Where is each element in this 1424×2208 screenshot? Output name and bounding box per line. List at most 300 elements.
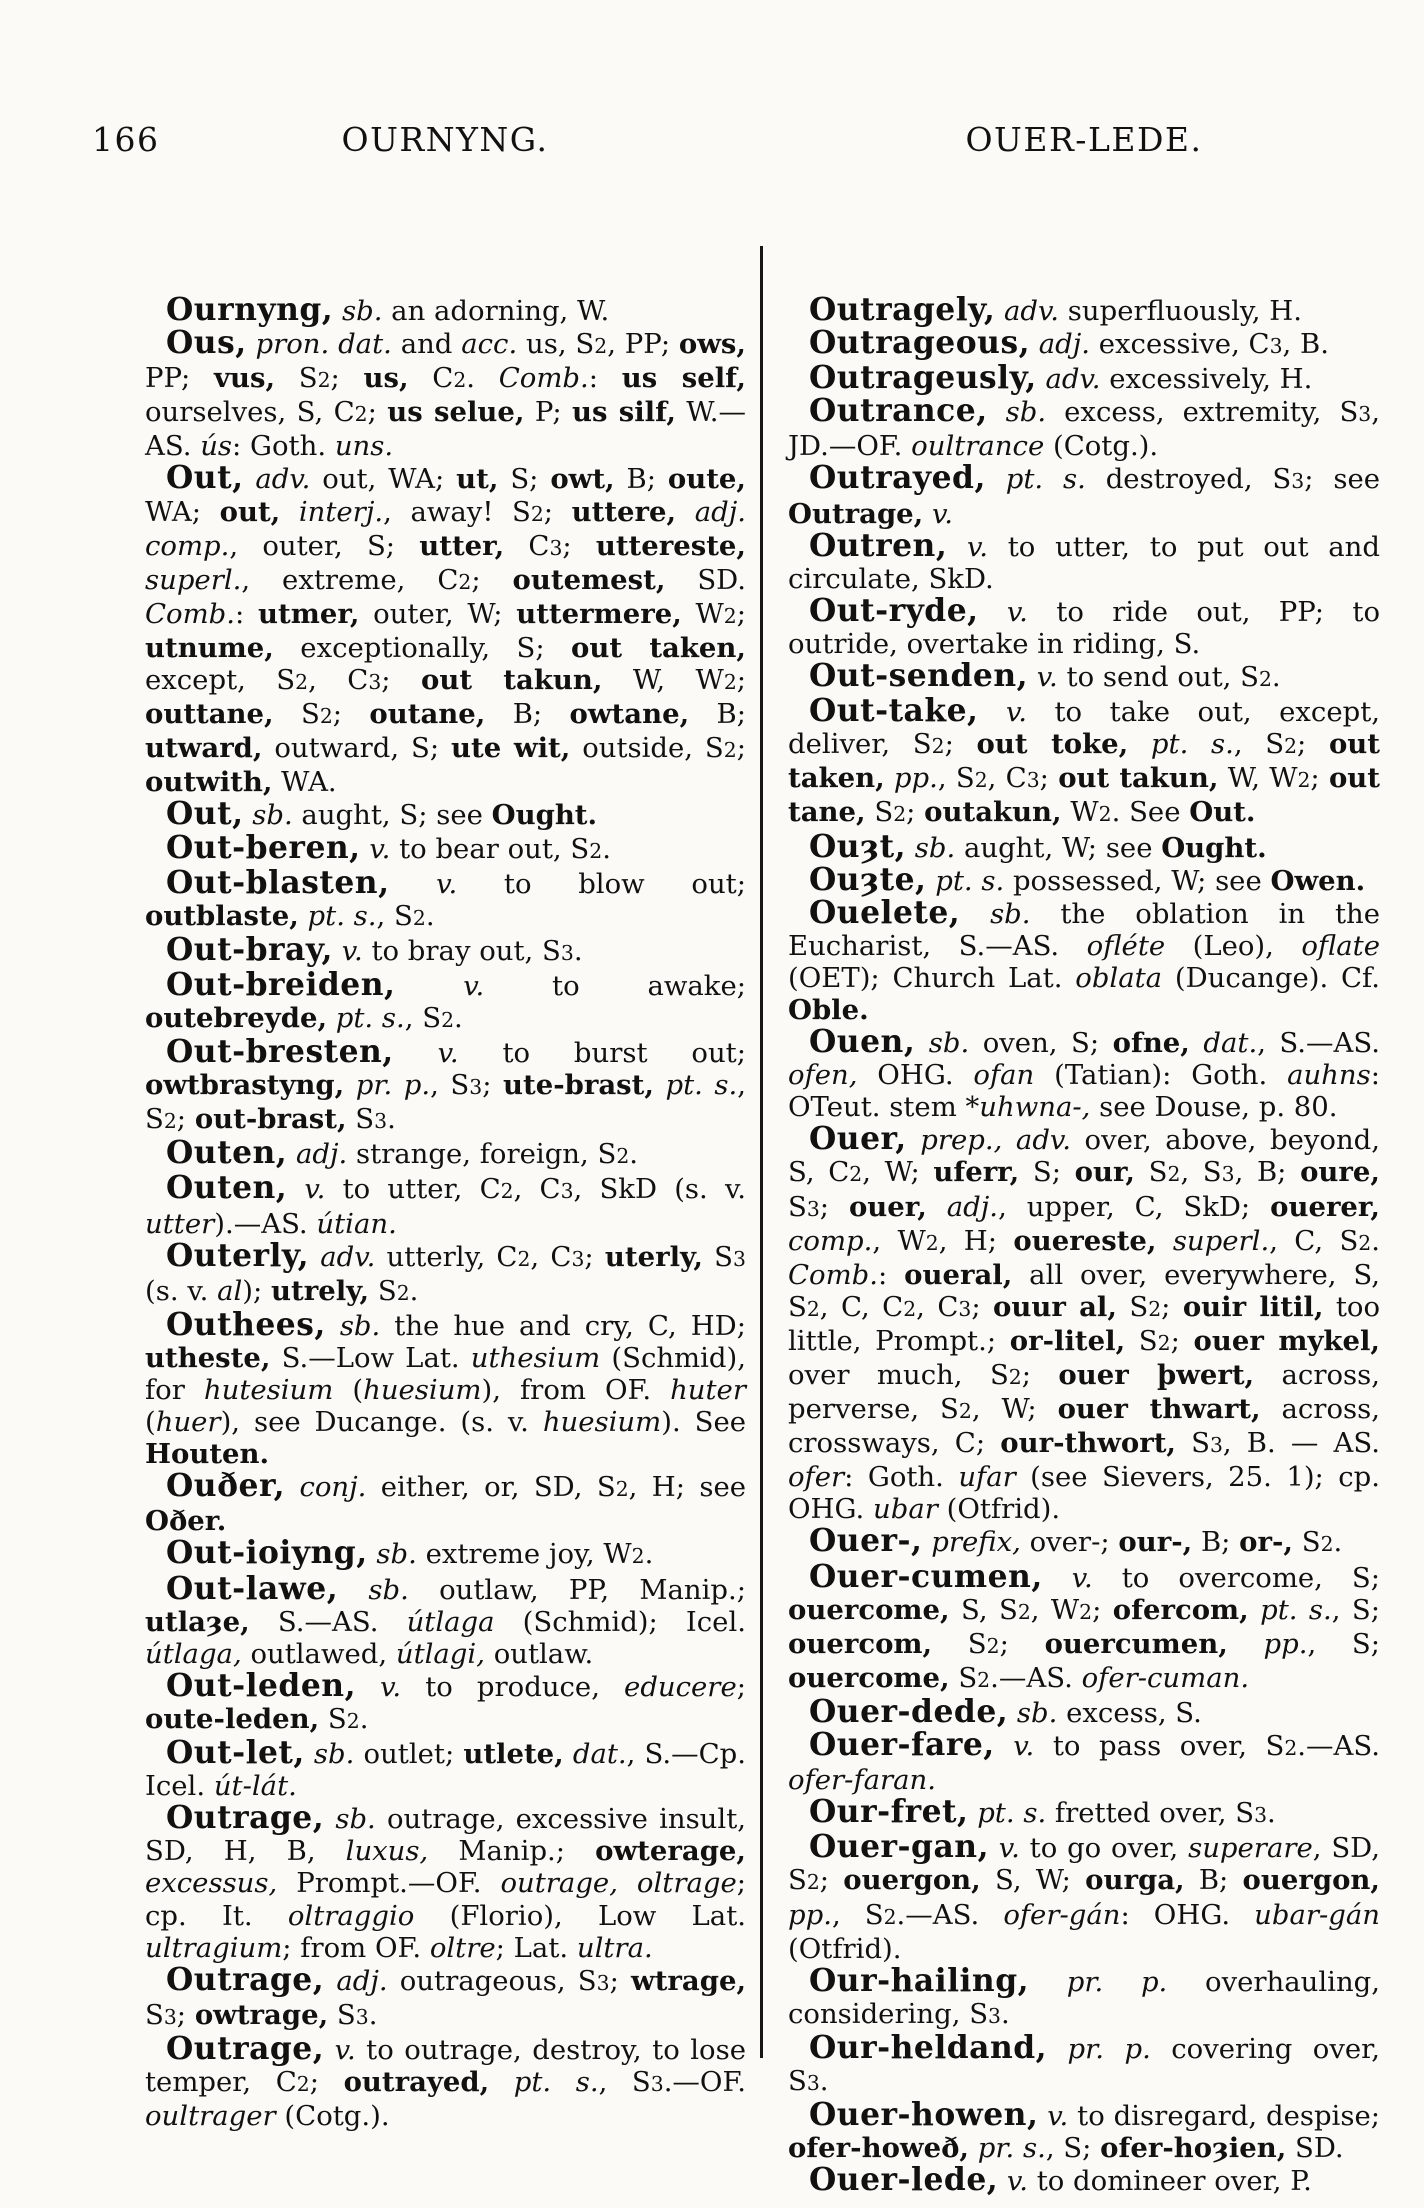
entry-text: v. <box>332 934 363 967</box>
entry-text: ouercome, <box>788 1593 950 1626</box>
entry-text: ouergon, <box>843 1864 981 1897</box>
dictionary-entry <box>788 861 1380 898</box>
entry-text: to ride out, PP; to outride, overtake in riding, S. <box>788 595 1380 660</box>
entry-text: Ought. <box>491 799 598 832</box>
dictionary-entry <box>145 1470 746 1537</box>
entry-text: fretted over, S3. <box>1046 1797 1276 1830</box>
entry-text: prep., adv. <box>906 1124 1071 1157</box>
entry-text: aught, S; see <box>292 799 492 832</box>
entry-text: across, perverse, S2, W; <box>788 1359 1381 1426</box>
entry-text: to domineer over, P. <box>1027 2165 1312 2198</box>
entry-text: dat. <box>563 1738 627 1771</box>
entry-text: (Otfrid). <box>937 1493 1061 1526</box>
entry-text: ut, <box>456 463 499 496</box>
entry-text: utlaȝe, <box>145 1605 250 1638</box>
entry-text: ourga, <box>1085 1864 1185 1897</box>
entry-text: adv. <box>1036 363 1101 396</box>
entry-text: S2; <box>275 362 364 395</box>
entry-text: to disregard, despise; <box>1068 2100 1381 2133</box>
entry-text: S3 (s. v. <box>145 1240 746 1307</box>
entry-text: ultra. <box>576 1931 653 1964</box>
entry-text: outblaste, <box>145 899 299 932</box>
entry-text: W, W2; <box>1218 762 1329 795</box>
entry-text: útlagi, <box>395 1637 485 1670</box>
entry-text: B; <box>485 698 570 731</box>
entry-text: our, <box>1074 1156 1136 1189</box>
dictionary-entry <box>145 1570 746 1670</box>
entry-text: adv. <box>309 1240 376 1273</box>
dictionary-entry <box>788 462 1380 529</box>
column-divider-rule <box>760 246 763 2058</box>
entry-text: ofer-hoȝien, <box>1100 2132 1287 2165</box>
entry-text: : <box>588 362 622 395</box>
entry-text: Out. <box>1189 796 1256 829</box>
headword: Out, <box>166 796 244 833</box>
entry-text: : Goth. <box>844 1461 959 1494</box>
entry-text: utmer, <box>258 597 360 630</box>
dictionary-entry <box>788 362 1380 395</box>
entry-text: the oblation in the Eucharist, S.—AS. <box>788 897 1380 962</box>
headword: Out-bresten, <box>166 1034 394 1071</box>
entry-text: pt. s. <box>968 1797 1047 1830</box>
entry-text: either, or, SD, S2, H; see <box>366 1471 746 1504</box>
entry-text: adj. <box>1030 328 1091 361</box>
entry-text: adj. <box>324 1964 388 1997</box>
entry-text: S; <box>1019 1156 1075 1189</box>
entry-text: (Cotg.). <box>1044 430 1159 463</box>
dictionary-entry <box>788 660 1380 695</box>
entry-text: , W2, H; <box>872 1224 1014 1257</box>
entry-text: ofer-gán <box>1003 1898 1121 1931</box>
entry-text: out takun, <box>1058 762 1219 795</box>
entry-text: ouer, <box>848 1190 927 1223</box>
entry-text: to outrage, destroy, to lose temper, C2; <box>145 2033 746 2098</box>
entry-text: pt. s. <box>1248 1593 1332 1626</box>
entry-text: (Cotg.). <box>275 2100 390 2133</box>
entry-text: sb. <box>333 295 383 327</box>
dictionary-entry <box>145 1802 746 1963</box>
entry-text: utward, <box>145 732 263 765</box>
dictionary-entry <box>788 1962 1380 2032</box>
entry-text: owterage, <box>595 1835 746 1868</box>
entry-text: sb. <box>960 897 1031 930</box>
entry-text: pp. <box>884 762 938 795</box>
headword: Ouer-cumen, <box>809 1558 1043 1595</box>
entry-text: S3; <box>788 1190 849 1223</box>
entry-text: sb. <box>987 396 1047 429</box>
entry-text: S2; <box>932 1627 1045 1660</box>
entry-text: S, W; <box>980 1864 1086 1897</box>
entry-text: sb. <box>338 1573 409 1606</box>
entry-text: ofen, <box>788 1059 858 1092</box>
entry-text: over much, S2; <box>788 1359 1059 1391</box>
entry-text: út-lát. <box>213 1770 297 1803</box>
entry-text: al <box>217 1274 243 1307</box>
headword: Ouȝte, <box>809 861 927 898</box>
entry-text: dat. <box>1189 1027 1258 1060</box>
dictionary-entry <box>145 1961 747 2033</box>
entry-text: outrage, oltrage <box>500 1867 737 1900</box>
dictionary-entry <box>788 592 1380 660</box>
headword: Ouelete, <box>809 894 961 931</box>
dictionary-entry <box>145 1036 746 1137</box>
entry-text: adv. <box>243 463 311 496</box>
entry-text: outside, S2; <box>570 732 746 765</box>
entry-text: our-thwort, <box>1000 1427 1176 1460</box>
dictionary-entry <box>145 462 746 798</box>
headword: Outragely, <box>809 292 996 328</box>
dictionary-entry <box>788 527 1380 595</box>
dictionary-entry <box>788 395 1380 462</box>
entry-text: utlete, <box>463 1738 564 1771</box>
headword: Our-hailing, <box>809 1962 1030 1999</box>
entry-text: outlawed, <box>241 1637 396 1670</box>
entry-text: S2; <box>1116 1290 1183 1323</box>
entry-text: S2.—AS. <box>949 1661 1082 1694</box>
entry-text: ).—AS. <box>214 1207 317 1240</box>
entry-text: B; <box>689 698 746 731</box>
dictionary-entry <box>145 1737 746 1802</box>
entry-text: us selue, <box>387 396 525 429</box>
entry-text: Oðer. <box>145 1505 227 1538</box>
headword: Out-ryde, <box>809 592 979 629</box>
entry-text: S3. <box>328 1998 378 2031</box>
entry-text: v. <box>978 696 1027 729</box>
entry-text: oltraggio <box>287 1899 415 1932</box>
entry-text: : <box>878 1258 905 1291</box>
entry-text: to overcome, S; <box>1092 1561 1381 1594</box>
entry-text: ouereste, <box>1013 1224 1157 1257</box>
entry-text: S2. <box>319 1702 369 1735</box>
entry-text: an adorning, W. <box>382 295 610 327</box>
entry-text: utter <box>145 1207 215 1240</box>
entry-text: (see Sievers, 25. 1); cp. OHG. <box>788 1461 1380 1526</box>
entry-text: W2; <box>681 597 747 630</box>
entry-text: Comb. <box>145 597 236 630</box>
dictionary-entry <box>145 864 746 934</box>
entry-text: ofer-howeð, <box>788 2132 969 2165</box>
entry-text: luxus, <box>345 1835 429 1868</box>
entry-text: interj. <box>280 495 384 528</box>
entry-text: excess, S. <box>1057 1696 1202 1729</box>
headword: Ouer-dede, <box>809 1693 1009 1730</box>
dictionary-entry <box>788 2099 1380 2164</box>
entry-text: SD. <box>1286 2132 1344 2165</box>
dictionary-entry <box>145 1172 746 1239</box>
dictionary-entry <box>145 829 746 867</box>
headword: Outen, <box>166 1170 288 1207</box>
entry-text: superl. <box>1156 1224 1270 1257</box>
entry-text: ofne, <box>1112 1027 1190 1060</box>
entry-text: or-litel, <box>1009 1324 1126 1357</box>
entry-text: Comb. <box>788 1258 879 1291</box>
entry-text: v. <box>1038 2100 1069 2133</box>
entry-text: pt. s. <box>489 2065 599 2098</box>
entry-text: : OTeut. stem * <box>788 1059 1380 1124</box>
entry-text: to produce, <box>401 1670 625 1703</box>
entry-text: too little, Prompt.; <box>788 1290 1380 1357</box>
entry-text: W, W2; <box>602 664 747 697</box>
entry-text: WA; <box>145 495 220 528</box>
entry-text: ouer thwart, <box>1057 1393 1261 1426</box>
entry-text: outtane, <box>145 698 274 731</box>
entry-text: B; <box>614 463 668 496</box>
headword: Ouðer, <box>166 1468 286 1505</box>
headword: Out-leden, <box>166 1667 356 1704</box>
entry-text: W.—AS. <box>145 396 746 463</box>
entry-text: to utter, C2, C3, SkD (s. v. <box>325 1173 746 1206</box>
entry-text: to bray out, S3. <box>362 934 583 967</box>
entry-text: or-, <box>1239 1526 1293 1559</box>
entry-text: excess, extremity, S3, JD.—OF. <box>788 396 1380 463</box>
headword: Outen, <box>166 1135 288 1172</box>
entry-text: , upper, C, SkD; <box>998 1190 1271 1223</box>
entry-text: v. <box>988 1832 1020 1865</box>
entry-text: ; <box>736 1670 746 1703</box>
entry-text: uthesium <box>470 1341 601 1374</box>
entry-text: , S2. <box>404 1001 463 1034</box>
entry-text: : Goth. <box>232 430 335 463</box>
dictionary-entry <box>788 828 1380 865</box>
entry-text: (Otfrid). <box>788 1932 902 1965</box>
entry-text: pron. dat. <box>246 328 392 361</box>
entry-text: outemest, <box>512 563 666 596</box>
entry-text: Outrage, <box>788 497 924 530</box>
entry-text: uttereste, <box>595 529 746 562</box>
headword: Out-senden, <box>809 658 1029 695</box>
entry-text: ); <box>242 1274 272 1307</box>
dictionary-entry <box>145 798 746 831</box>
entry-text: pr. p. <box>1029 1965 1168 1998</box>
headword: Ouer-howen, <box>809 2097 1039 2134</box>
entry-text: útian. <box>316 1207 397 1240</box>
entry-text: ofer <box>788 1461 845 1494</box>
dictionary-entry <box>788 1831 1380 1964</box>
headword: Ouer-gan, <box>809 1829 989 1866</box>
entry-text: sb. <box>243 799 293 832</box>
dictionary-entry <box>788 1123 1380 1525</box>
entry-text: Ought. <box>1161 831 1267 864</box>
entry-text: pt. s. <box>1128 728 1234 761</box>
entry-text: PP; <box>145 362 214 395</box>
entry-text: útlaga, <box>145 1637 242 1670</box>
column-right <box>788 294 1380 2197</box>
entry-text: except, S2, C3; <box>145 664 421 697</box>
entry-text: ute wit, <box>451 732 571 765</box>
entry-text: Prompt.—OF. <box>277 1867 501 1900</box>
entry-text: see Douse, p. 80. <box>1090 1091 1338 1124</box>
entry-text: superfluously, H. <box>1059 295 1302 327</box>
entry-text: útlaga <box>406 1605 495 1638</box>
entry-text: (Leo), <box>1165 929 1302 962</box>
entry-text: ouerer, <box>1270 1190 1380 1223</box>
entry-text: sb. <box>324 1803 376 1836</box>
entry-text: all over, everywhere, S, S2, C, C2, C3; <box>788 1258 1380 1323</box>
entry-text: outane, <box>369 698 486 731</box>
entry-text: oute-leden, <box>145 1702 320 1735</box>
entry-text: out-brast, <box>194 1103 347 1136</box>
entry-text: , S; <box>1307 1627 1380 1660</box>
entry-text: v. <box>395 969 485 1002</box>
entry-text: huesium <box>542 1406 662 1439</box>
entry-text: us silf, <box>572 396 676 429</box>
entry-text: ufar <box>958 1461 1016 1494</box>
entry-text: , S2, C3; <box>937 762 1059 795</box>
entry-text: S, S2, W2; <box>949 1593 1113 1626</box>
entry-text: vus, <box>214 362 276 395</box>
dictionary-entry <box>145 1137 746 1172</box>
headword: Outrage, <box>166 2030 325 2067</box>
entry-text: across, crossways, C; <box>788 1393 1380 1460</box>
headword: Ouer, <box>809 1121 907 1158</box>
entry-text: , S; <box>1331 1593 1381 1626</box>
headword: Our-fret, <box>809 1794 969 1831</box>
entry-text: Oble. <box>788 993 869 1026</box>
entry-text: C2. <box>408 362 499 395</box>
entry-text: ouer mykel, <box>1193 1324 1380 1357</box>
running-head-right: OUER-LEDE. <box>965 120 1203 159</box>
entry-text: , S.—AS. <box>1257 1027 1380 1060</box>
entry-text: out taken, <box>571 631 746 664</box>
entry-text: uterly, <box>604 1240 703 1273</box>
entry-text: uferr, <box>933 1156 1020 1189</box>
dictionary-entry <box>788 1026 1380 1123</box>
entry-text: outlaw. <box>484 1637 594 1670</box>
entry-text: to pass over, S2.—AS. <box>1034 1730 1380 1763</box>
entry-text: outwith, <box>145 766 273 799</box>
entry-text: (Schmid); Icel. <box>494 1605 746 1638</box>
headword: Out-blasten, <box>166 864 390 901</box>
entry-text: outakun, <box>924 796 1062 829</box>
entry-text: S3; <box>145 1998 195 2031</box>
entry-text: S2; <box>865 796 925 829</box>
entry-text: our-, <box>1118 1526 1193 1559</box>
entry-text: overhauling, considering, S3. <box>788 1965 1380 2030</box>
dictionary-entry <box>788 1796 1380 1831</box>
headword: Out-let, <box>166 1735 305 1772</box>
headword: Out-lawe, <box>166 1570 339 1607</box>
column-left <box>145 294 746 2132</box>
entry-text: extreme joy, W2. <box>416 1538 654 1571</box>
headword: Out, <box>166 460 244 497</box>
entry-text: owt, <box>550 463 615 496</box>
entry-text: excessively, H. <box>1100 363 1313 396</box>
entry-text: outrageous, S3; <box>387 1964 632 1997</box>
entry-text: ubar-gán <box>1254 1898 1380 1931</box>
entry-text: outlet; <box>354 1738 464 1771</box>
entry-text: comp. <box>788 1224 873 1257</box>
entry-text: v. <box>360 832 391 865</box>
dictionary-entry <box>145 1667 746 1737</box>
entry-text: ; cp. It. <box>145 1867 747 1932</box>
entry-text: to take out, except, deliver, S2; <box>788 696 1380 761</box>
entry-text: outer, W; <box>359 597 517 630</box>
dictionary-entry <box>145 1537 746 1572</box>
entry-text: destroyed, S3; see <box>1085 463 1381 496</box>
entry-text: adj. <box>926 1190 999 1223</box>
dictionary-entry <box>788 894 1380 1026</box>
entry-text: out, WA; <box>310 463 457 496</box>
entry-text: possessed, W; see <box>1004 864 1271 897</box>
entry-text: S2. <box>369 1274 419 1307</box>
entry-text: sb. <box>367 1538 417 1571</box>
entry-text: out tane, <box>788 762 1380 829</box>
entry-text: utter, <box>419 529 505 562</box>
entry-text: v. <box>998 2165 1028 2198</box>
entry-text: (Schmid), for <box>145 1341 746 1406</box>
entry-text: , S2; <box>1233 728 1329 761</box>
entry-text: ouur al, <box>993 1290 1117 1323</box>
entry-text: auhns <box>1287 1059 1371 1092</box>
entry-text: v. <box>1028 661 1058 694</box>
entry-text: S.—Low Lat. <box>270 1341 471 1374</box>
entry-text: to awake; <box>484 969 746 1002</box>
entry-text: , S.—Cp. Icel. <box>145 1738 746 1803</box>
dictionary-entry <box>788 1729 1380 1796</box>
entry-text: Comb. <box>498 362 589 395</box>
entry-text: P; <box>524 396 573 429</box>
dictionary-entry <box>788 2029 1380 2099</box>
entry-text: to bear out, S2. <box>390 832 611 865</box>
entry-text: OHG. <box>857 1059 974 1092</box>
headword: Outerly, <box>166 1237 310 1274</box>
entry-text: utnume, <box>145 631 274 664</box>
dictionary-entry <box>145 1306 746 1471</box>
entry-text: (Tatian): Goth. <box>1034 1059 1288 1092</box>
entry-text: oute, <box>667 463 746 496</box>
entry-text: ; from OF. <box>282 1931 430 1964</box>
dictionary-entry <box>145 1237 746 1309</box>
entry-text: us self, <box>621 362 746 395</box>
entry-text: , S2. <box>376 899 435 932</box>
dictionary-entry <box>145 2030 747 2133</box>
entry-text: superare <box>1188 1832 1313 1865</box>
dictionary-entry <box>788 2164 1380 2197</box>
entry-text: , S3; <box>430 1069 504 1102</box>
entry-text: ouercom, <box>788 1627 933 1660</box>
entry-text: , C, S2. <box>1269 1224 1380 1257</box>
entry-text: v. <box>393 1037 459 1070</box>
entry-text: Manip.; <box>428 1835 596 1868</box>
entry-text: ouergon, <box>1242 1864 1380 1897</box>
entry-text: sb. <box>915 1027 970 1060</box>
entry-text: the hue and cry, C, HD; <box>380 1309 746 1342</box>
entry-text: ( <box>145 1406 156 1439</box>
entry-text: sb. <box>1008 1696 1058 1729</box>
entry-text: (OET); Church Lat. <box>788 961 1076 994</box>
dictionary-entry <box>145 294 746 327</box>
entry-text: ofercom, <box>1112 1593 1249 1626</box>
entry-text: ute-brast, <box>503 1069 654 1102</box>
entry-text: S2; <box>1125 1324 1194 1357</box>
entry-text: sb. <box>906 831 956 864</box>
entry-text: oueral, <box>904 1258 1013 1291</box>
headword: Ournyng, <box>166 292 334 328</box>
entry-text: (Ducange). Cf. <box>1162 961 1380 994</box>
entry-text: ouer þwert, <box>1058 1359 1255 1391</box>
entry-text: ourselves, S, C2; <box>145 396 388 429</box>
entry-text: utterly, C2, C3; <box>375 1240 605 1273</box>
entry-text: S2. <box>1293 1526 1343 1559</box>
entry-text: S; <box>498 463 551 496</box>
entry-text: us, S2, PP; <box>517 328 679 361</box>
entry-text: ultragium <box>145 1931 283 1964</box>
entry-text: over, above, beyond, S, C2, W; <box>788 1124 1381 1189</box>
entry-text: pr. p. <box>1047 2032 1151 2065</box>
entry-text: adj. <box>287 1138 348 1171</box>
entry-text: pr. s. <box>969 2132 1046 2165</box>
entry-text: owtrage, <box>194 1998 329 2031</box>
